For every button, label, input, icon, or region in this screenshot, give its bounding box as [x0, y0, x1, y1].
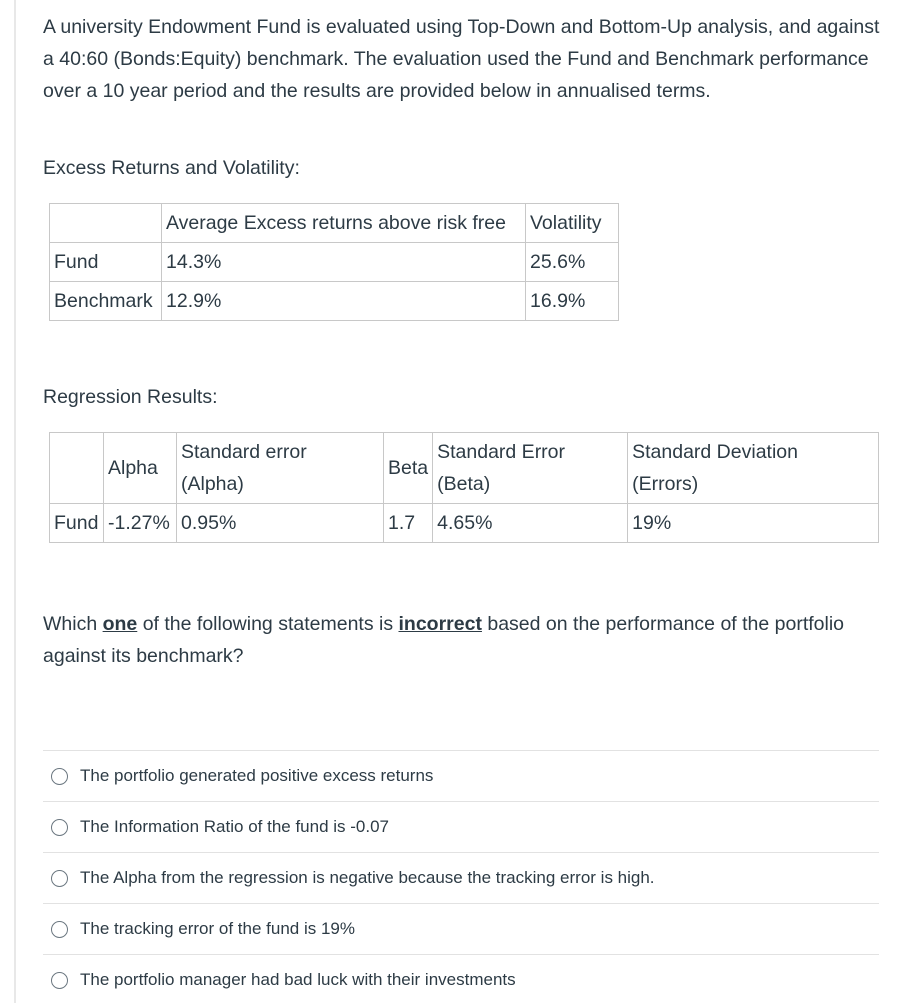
- radio-button[interactable]: [51, 972, 68, 989]
- header-line: (Beta): [437, 473, 491, 495]
- answer-option[interactable]: [43, 750, 879, 801]
- radio-button[interactable]: [51, 921, 68, 938]
- header-line: Standard Error: [437, 441, 566, 463]
- table-cell: 0.95%: [177, 504, 384, 543]
- table-cell: 25.6%: [526, 243, 619, 282]
- answer-option[interactable]: [43, 903, 879, 954]
- answer-option-label: The portfolio manager had bad luck with their investments: [80, 970, 516, 989]
- answer-option-label: The Information Ratio of the fund is -0.07: [80, 817, 390, 836]
- question-text: [43, 608, 883, 672]
- table-header-row: [50, 433, 879, 504]
- table-cell: -1.27%: [104, 504, 177, 543]
- header-line: (Errors): [632, 473, 699, 495]
- question-part: Which: [43, 613, 103, 635]
- question-emphasis-incorrect: incorrect: [398, 613, 482, 635]
- header-line: (Alpha): [181, 473, 244, 495]
- answer-option-label: The Alpha from the regression is negative because the tracking error is high.: [80, 868, 655, 887]
- table-row: [50, 243, 619, 282]
- table-cell: 1.7: [384, 504, 433, 543]
- table-header-cell: [50, 433, 104, 504]
- table-header-cell: Average Excess returns above risk free: [162, 204, 526, 243]
- table-cell: 14.3%: [162, 243, 526, 282]
- answer-option[interactable]: [43, 801, 879, 852]
- table-row: [50, 282, 619, 321]
- question-part: of the following statements is: [137, 613, 399, 635]
- radio-button[interactable]: [51, 819, 68, 836]
- table-header-cell: Beta: [384, 433, 433, 504]
- table-cell: 12.9%: [162, 282, 526, 321]
- table-cell: Fund: [50, 243, 162, 282]
- table-row: [50, 504, 879, 543]
- table-cell: 4.65%: [433, 504, 628, 543]
- answer-option[interactable]: [43, 954, 879, 1005]
- answer-option-label: The tracking error of the fund is 19%: [80, 919, 355, 938]
- table-header-cell: Volatility: [526, 204, 619, 243]
- question-emphasis-one: one: [102, 613, 138, 635]
- table-cell: 19%: [628, 504, 879, 543]
- answer-option[interactable]: [43, 852, 879, 903]
- regression-table: [49, 432, 879, 543]
- question-part: based on the performance of the portfolio against its benchmark?: [43, 613, 845, 667]
- excess-returns-table: [49, 203, 619, 321]
- table-header-cell: Alpha: [104, 433, 177, 504]
- table-header-cell: [50, 204, 162, 243]
- header-line: Standard Deviation: [632, 441, 798, 463]
- answer-options: [43, 750, 879, 1005]
- table-cell: Fund: [50, 504, 104, 543]
- table-header-row: [50, 204, 619, 243]
- radio-button[interactable]: [51, 870, 68, 887]
- header-line: Standard error: [181, 441, 307, 463]
- section-title-excess-returns: Excess Returns and Volatility:: [43, 157, 300, 179]
- answer-option-label: The portfolio generated positive excess returns: [80, 766, 434, 785]
- table-header-cell: [628, 433, 879, 504]
- intro-paragraph: A university Endowment Fund is evaluated using Top-Down and Bottom-Up analysis, and against a 40:60 (Bonds:Equity) benchmark. The evaluation used the Fund and Benchmark performance over a 10 year period and the results are provided below in annualised terms.: [43, 16, 880, 102]
- table-header-cell: [433, 433, 628, 504]
- page-border: [14, 0, 16, 1003]
- table-header-cell: [177, 433, 384, 504]
- radio-button[interactable]: [51, 768, 68, 785]
- table-cell: Benchmark: [50, 282, 162, 321]
- table-cell: 16.9%: [526, 282, 619, 321]
- section-title-regression: Regression Results:: [43, 386, 218, 408]
